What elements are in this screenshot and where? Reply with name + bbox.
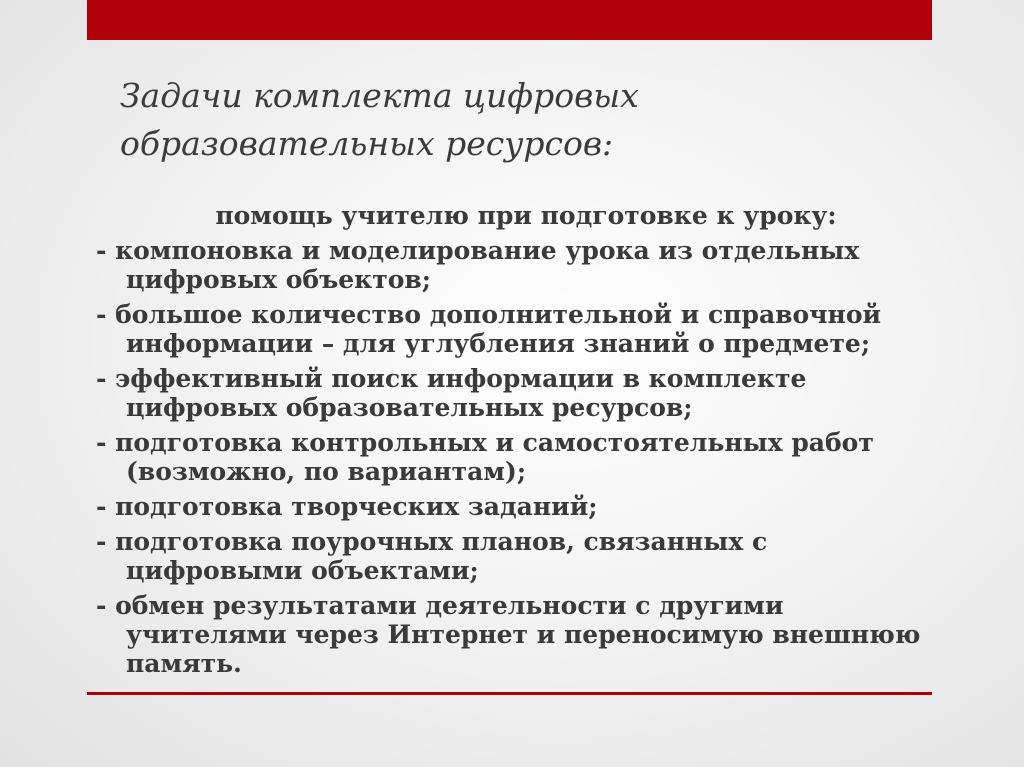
list-item: - обмен результатами деятельности с другими учителями через Интернет и переносимую внешнюю память. <box>96 591 921 678</box>
slide-title <box>120 72 880 168</box>
slide-title-line-1: Задачи комплекта цифровых <box>120 76 639 115</box>
list-item: - подготовка творческих заданий; <box>96 492 598 521</box>
list-item: - подготовка контрольных и самостоятельных работ (возможно, по вариантам); <box>96 428 874 486</box>
bottom-accent-line <box>87 692 932 695</box>
list-item: - подготовка поурочных планов, связанных с цифровыми объектами; <box>96 527 768 585</box>
slide-subtitle: помощь учителю при подготовке к уроку: <box>215 201 837 230</box>
list-item: - большое количество дополнительной и справочной информации – для углубления знаний о предмете; <box>96 300 882 358</box>
top-accent-bar <box>87 0 932 40</box>
slide-content <box>96 201 926 684</box>
list-item: - эффективный поиск информации в комплекте цифровых образовательных ресурсов; <box>96 364 807 422</box>
task-list <box>96 236 926 678</box>
list-item: - компоновка и моделирование урока из отдельных цифровых объектов; <box>96 236 860 294</box>
slide-title-line-2: образовательных ресурсов: <box>120 124 614 163</box>
